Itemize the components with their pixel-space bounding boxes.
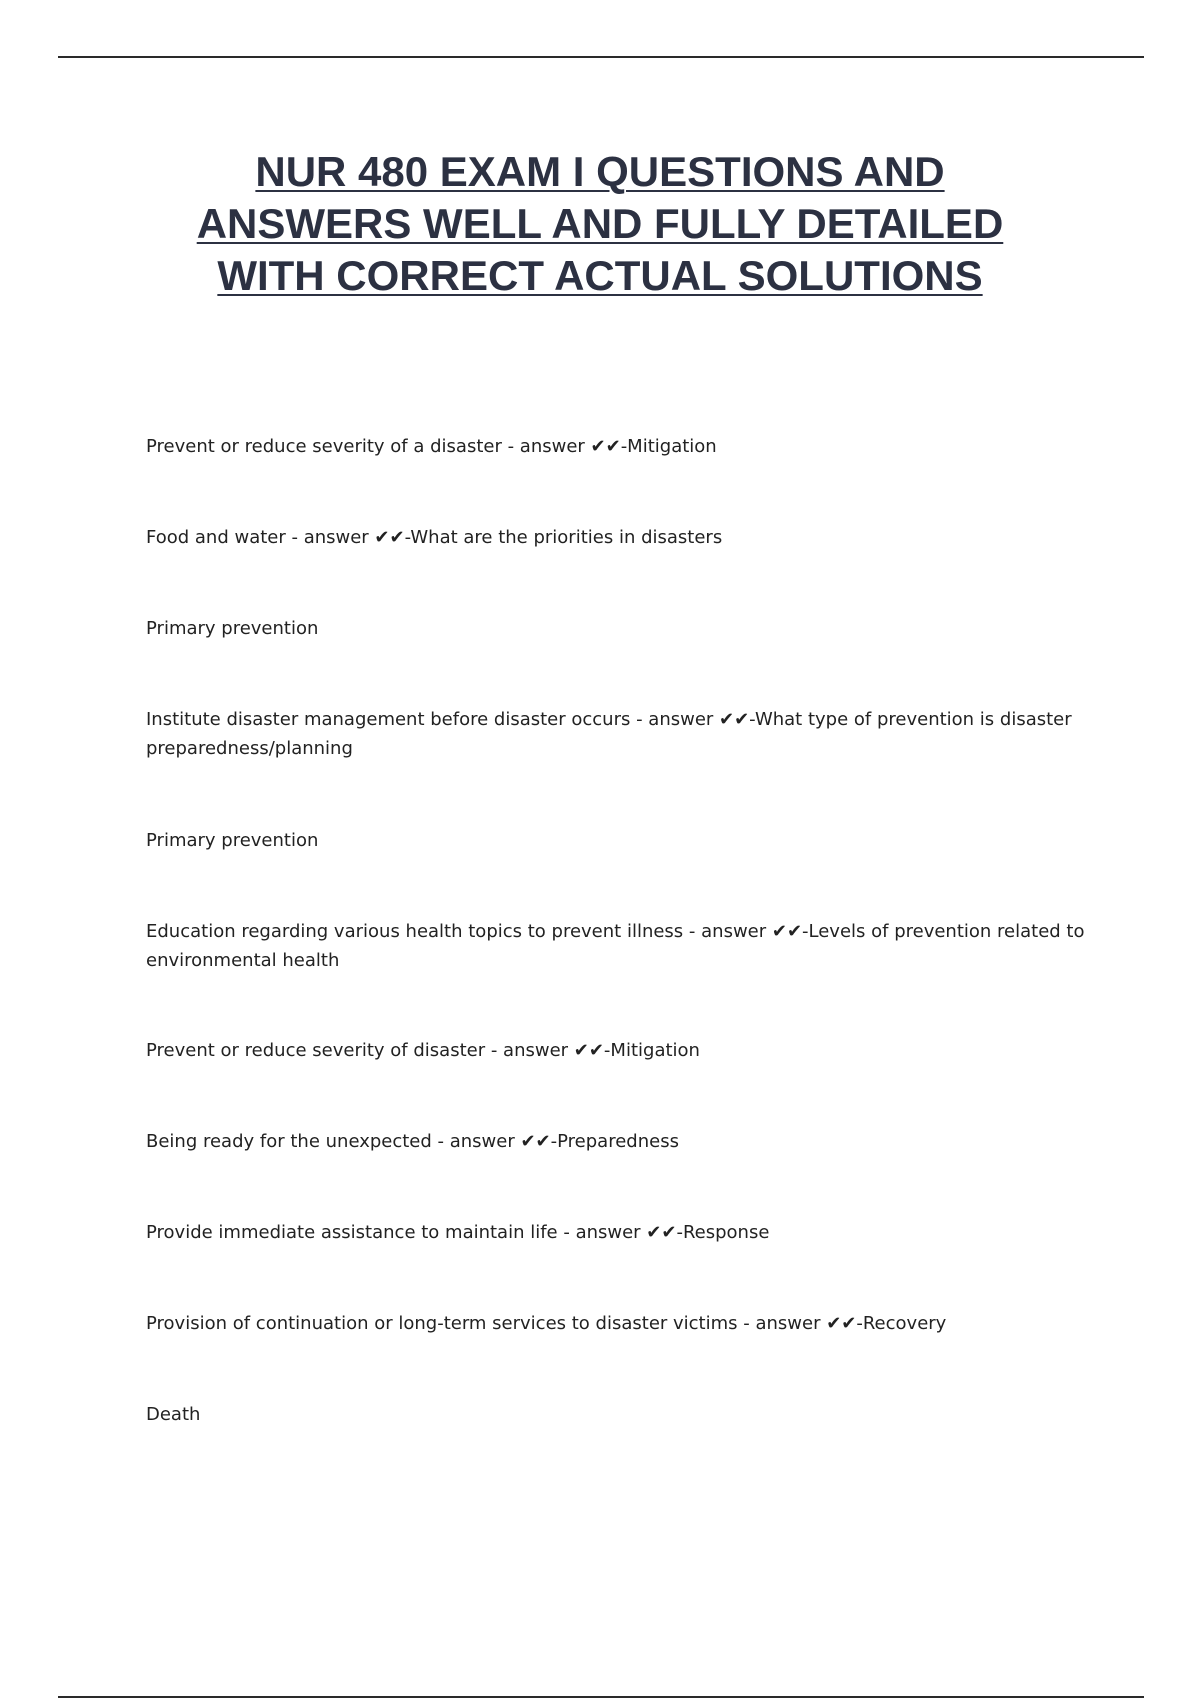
qa-item: Prevent or reduce severity of disaster - answer ✔✔-Mitigation	[146, 1040, 700, 1061]
title-line: ANSWERS WELL AND FULLY DETAILED	[196, 200, 1004, 247]
title-line: NUR 480 EXAM I QUESTIONS AND	[255, 148, 945, 195]
qa-item: Institute disaster management before disaster occurs - answer ✔✔-What type of prevention is disaster preparedness/planning	[146, 709, 1072, 759]
qa-item: Primary prevention	[146, 618, 319, 639]
qa-item: Education regarding various health topics to prevent illness - answer ✔✔-Levels of prevention related to environmental health	[146, 921, 1085, 971]
qa-item: Provide immediate assistance to maintain life - answer ✔✔-Response	[146, 1222, 770, 1243]
qa-item: Provision of continuation or long-term services to disaster victims - answer ✔✔-Recovery	[146, 1313, 947, 1334]
qa-item: Food and water - answer ✔✔-What are the priorities in disasters	[146, 527, 723, 548]
qa-item: Primary prevention	[146, 830, 319, 851]
bottom-divider	[58, 1696, 1144, 1698]
qa-item: Being ready for the unexpected - answer ✔✔-Preparedness	[146, 1131, 679, 1152]
top-divider	[58, 56, 1144, 58]
qa-item: Death	[146, 1404, 201, 1425]
title-line: WITH CORRECT ACTUAL SOLUTIONS	[217, 252, 983, 299]
qa-item: Prevent or reduce severity of a disaster - answer ✔✔-Mitigation	[146, 436, 717, 457]
page-title	[100, 146, 1100, 302]
